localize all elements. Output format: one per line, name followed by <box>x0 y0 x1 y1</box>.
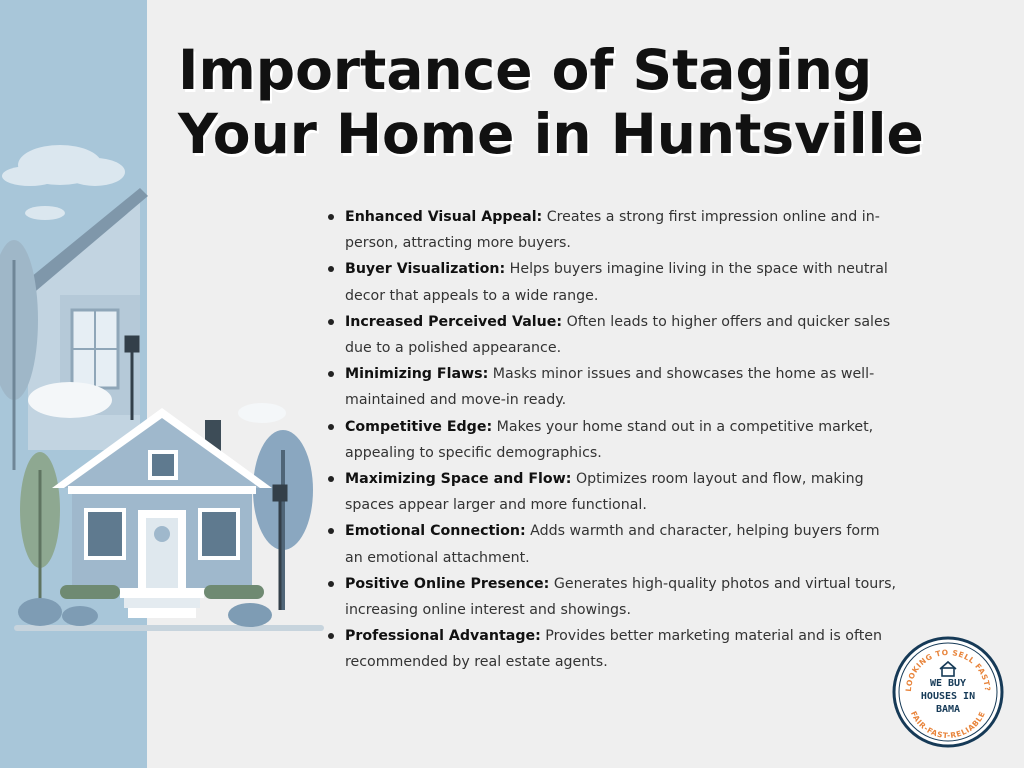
title-line-1: Importance of Staging <box>178 38 873 102</box>
benefit-label: Maximizing Space and Flow: <box>345 471 572 488</box>
badge-bottom-arc: FAIR-FAST-RELIABLE <box>908 709 988 741</box>
benefit-list <box>326 204 896 676</box>
benefit-label: Increased Perceived Value: <box>345 313 563 330</box>
benefit-text: Optimizes room layout and flow, making spaces appear larger and more functional. <box>345 471 864 514</box>
benefit-text: Helps buyers imagine living in the space with neutral decor that appeals to a wide range. <box>345 261 888 304</box>
list-item <box>326 466 896 518</box>
benefit-label: Competitive Edge: <box>345 418 493 435</box>
company-badge <box>892 636 1004 748</box>
benefit-text: Masks minor issues and showcases the home as well-maintained and move-in ready. <box>345 366 875 409</box>
cloud-icon <box>2 145 125 186</box>
benefit-label: Minimizing Flaws: <box>345 366 489 383</box>
tree-icon <box>253 430 313 610</box>
tree-icon <box>20 452 60 600</box>
title-line-2: Your Home in Huntsville <box>178 102 924 166</box>
benefit-label: Buyer Visualization: <box>345 261 506 278</box>
list-item <box>326 623 896 675</box>
benefit-label: Emotional Connection: <box>345 523 526 540</box>
badge-top-arc: LOOKING TO SELL FAST? <box>903 647 993 692</box>
benefit-label: Positive Online Presence: <box>345 575 550 592</box>
list-item <box>326 256 896 308</box>
badge-line-3: BAMA <box>935 704 961 715</box>
ground-line <box>14 625 324 631</box>
benefit-text: Adds warmth and character, helping buyers form an emotional attachment. <box>345 523 880 566</box>
list-item <box>326 204 896 256</box>
benefit-text: Makes your home stand out in a competitive market, appealing to specific demographics. <box>345 418 874 461</box>
badge-line-2: HOUSES IN <box>920 691 976 702</box>
benefit-text: Often leads to higher offers and quicker sales due to a polished appearance. <box>345 313 891 357</box>
badge-line-1: WE BUY <box>929 678 967 689</box>
benefit-text: Provides better marketing material and is often recommended by real estate agents. <box>345 628 882 671</box>
list-item <box>326 309 896 361</box>
list-item <box>326 414 896 466</box>
benefit-label: Enhanced Visual Appeal: <box>345 209 543 225</box>
benefit-label: Professional Advantage: <box>345 628 541 645</box>
cloud-icon <box>25 206 65 220</box>
benefit-text: Creates a strong first impression online and in-person, attracting more buyers. <box>345 209 880 252</box>
list-item <box>326 518 896 570</box>
page-title <box>178 38 1008 166</box>
list-item <box>326 571 896 623</box>
list-item <box>326 361 896 413</box>
benefit-text: Generates high-quality photos and virtual tours, increasing online interest and showings. <box>345 575 896 619</box>
